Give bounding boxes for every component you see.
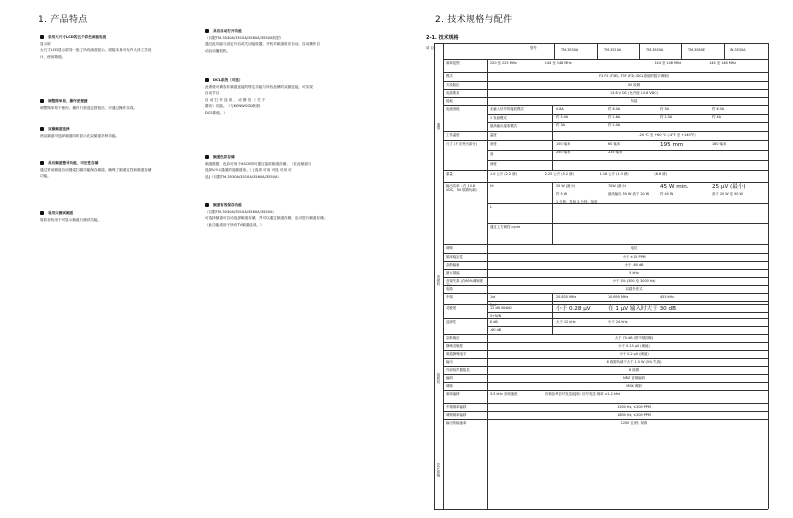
spec-value: 60 毫米 bbox=[608, 142, 621, 146]
spec-value: 455 kHz bbox=[660, 295, 674, 299]
spec-label: 最大频偏 bbox=[446, 271, 460, 275]
spec-value: 约 40 W bbox=[660, 192, 674, 196]
spec-sublabel: 1st bbox=[490, 295, 496, 299]
feature-title: 频道有效保存功能 bbox=[205, 202, 365, 209]
model-4: W-3530A bbox=[730, 48, 746, 52]
spec-value: 最高输出 50 W 高于 20 W bbox=[608, 192, 650, 196]
spec-sublabel: 6 dB bbox=[490, 320, 498, 324]
spec-value: 约 2.6A bbox=[608, 115, 621, 119]
feature-block bbox=[40, 34, 200, 60]
spec-sublabel: 高 bbox=[490, 152, 494, 156]
spec-value: 0.8A bbox=[556, 107, 564, 111]
bullet-icon bbox=[40, 161, 44, 165]
spec-value: 8 欧姆负载下大于 1.5 W (5% 失真) bbox=[606, 360, 662, 364]
subsection-title: 2-1. 技术规格 bbox=[426, 35, 459, 41]
spec-value: 20.835 MHz bbox=[556, 295, 577, 299]
right-page bbox=[397, 0, 793, 518]
spec-value: 约 8.0A bbox=[608, 107, 621, 111]
model-0: TM-3530A bbox=[561, 48, 579, 52]
spec-value: 小于 0.2 μV (阈值) bbox=[619, 352, 649, 356]
spec-label: 电路 bbox=[446, 287, 453, 291]
spec-label: 天线阻抗 bbox=[446, 83, 460, 87]
spec-label: 编码 bbox=[446, 376, 453, 380]
spec-label: 工作温度 bbox=[446, 133, 460, 137]
spec-value: 约 5A bbox=[660, 107, 669, 111]
feature-line: 通过采用频道自动搜索扫描功能保存频道，确保了频道定性和频道存储 bbox=[40, 167, 152, 172]
feature-title: 调整简单易，操作更便捷 bbox=[40, 98, 200, 105]
spec-value: 1.16 公斤 (1.3 磅) bbox=[599, 172, 629, 176]
section-receiver: 接收机 bbox=[436, 373, 440, 384]
spec-value: 3.5 kHz 音调速度 bbox=[490, 392, 518, 396]
bullet-icon bbox=[205, 155, 209, 159]
feature-line: 频道数据、色彩可用于ASCII码可通过接收频道存储。（在此频道与 bbox=[205, 161, 312, 166]
spec-label: 频率范围 bbox=[446, 61, 460, 65]
spec-sublabel: 通过上方调控 cycle bbox=[490, 225, 521, 230]
model-1: TM-3510A bbox=[604, 48, 622, 52]
feature-line: 计，使用简便。 bbox=[40, 54, 66, 59]
feature-title: DCL系统（可选） bbox=[205, 77, 365, 84]
bullet-icon bbox=[40, 99, 44, 103]
spec-value: 音频参考信号发送/接收: 信号发送 频率 ±1.2 kHz bbox=[544, 392, 621, 396]
spec-value: 13.8 V DC (允许值 13.8 VDC) bbox=[610, 91, 658, 95]
feature-line: 选]（仅限TM-3530A/3510A/3560A/3550A） bbox=[205, 174, 282, 179]
spec-label: 输出 bbox=[446, 360, 453, 364]
feature-line: 大尺寸LCD显示屏同一组了所有画面显示，面板本身可允许人体工学设 bbox=[40, 48, 152, 53]
feature-block bbox=[40, 98, 200, 111]
spec-label: 中频频率偏移 bbox=[446, 405, 467, 409]
spec-value: 150 毫米 bbox=[556, 142, 571, 146]
spec-value: 2.25 公斤 (5.2 磅) bbox=[544, 172, 574, 176]
spec-table bbox=[426, 43, 768, 509]
feature-title: 具有自动打开功能 bbox=[205, 28, 365, 35]
section-title-features: 1. 产品特点 bbox=[38, 15, 88, 25]
spec-value: 约 5 W bbox=[556, 192, 568, 196]
spec-label: 尺寸 (不含突出部分) bbox=[446, 142, 477, 146]
spec-value: 约 5.0A bbox=[556, 115, 569, 119]
spec-value: 约 6.5A bbox=[712, 107, 725, 111]
spec-label: 频率偏移 bbox=[446, 392, 460, 396]
spec-sublabel: -60 dB bbox=[490, 328, 502, 332]
spec-sublabel: S+N/N bbox=[490, 314, 502, 318]
spec-value: 小于 0.13 μV (阈值) bbox=[618, 344, 650, 348]
spec-sublabel: L bbox=[490, 204, 492, 209]
spec-label: 输出功率（在 13.8 VDC，50 欧姆负载） bbox=[446, 184, 480, 192]
spec-value: 小于 0.28 μV bbox=[556, 306, 591, 312]
section-transmitter: 发射机 bbox=[436, 275, 440, 286]
spec-sublabel: 温度 bbox=[490, 133, 497, 137]
spec-label: 杂散辐射 bbox=[446, 263, 460, 267]
spec-value: 双超外差式 bbox=[625, 287, 643, 291]
spec-sublabel: 无输入信号的接收模式 bbox=[490, 107, 524, 111]
feature-line: 显示屏 bbox=[40, 41, 51, 46]
bullet-icon bbox=[205, 29, 209, 33]
feature-title: 具有频道搜寻功能，可定性存储 bbox=[40, 160, 200, 167]
feature-title: 采用大尺寸LCD的五个彩色面板电视 bbox=[40, 34, 200, 41]
feature-line: 选择V.9.1通道的选频道来。）[选项 可用 可选 可用 可 bbox=[205, 168, 292, 173]
feature-block bbox=[40, 126, 200, 139]
spec-label: 频道静噪电平 bbox=[446, 352, 467, 356]
feature-line: 静音）功能。（与KENWOOD相同 bbox=[205, 104, 261, 109]
spec-value: 小于 -60 dB bbox=[624, 263, 644, 267]
spec-value: 约 2.0A bbox=[608, 123, 621, 127]
spec-value: 220 至 225 MHz bbox=[490, 61, 517, 65]
spec-value: 1200 Hz, ±200 PPM bbox=[617, 405, 651, 409]
feature-title: 双操频道选择 bbox=[40, 126, 200, 133]
feature-line: 此系统可兼容非频道连接的特定功能与所有品牌的双频连接，可实现 bbox=[205, 84, 313, 89]
model-2: TM-3550A bbox=[646, 48, 664, 52]
spec-sublabel: 宽度 bbox=[490, 142, 497, 146]
feature-line: 可选择频道可自动选择频道存储，并可以通过频道存储，也可进行频道存储。 bbox=[205, 216, 328, 221]
spec-value: 45 W min. bbox=[660, 184, 689, 190]
spec-sublabel: 最高输出接收模式 bbox=[490, 124, 518, 129]
feature-line: 动启动播放机。 bbox=[205, 48, 231, 53]
spec-value: 大于 12 kHz bbox=[556, 320, 576, 324]
feature-block bbox=[205, 77, 365, 117]
bullet-icon bbox=[205, 203, 209, 207]
spec-value: 50 欧姆 bbox=[627, 83, 641, 87]
feature-line: 功能。 bbox=[40, 174, 51, 179]
bullet-icon bbox=[40, 211, 44, 215]
spec-value: F3 F2 (F3E), F3F (F3) (DCL系统的数字调制) bbox=[599, 74, 669, 78]
feature-line: （仅限TM-3530A/3510A/3560A/3550A） bbox=[205, 209, 277, 214]
spec-label: 杂散响应 bbox=[446, 336, 460, 340]
feature-block bbox=[205, 202, 365, 228]
spec-value: 在 1 μV 输入时大于 30 dB bbox=[608, 306, 676, 312]
spec-label: 中频 bbox=[446, 295, 453, 299]
section-dcl: DCL系统 bbox=[436, 463, 440, 477]
feature-block bbox=[205, 154, 365, 180]
spec-value: 小于 ±15 PPM bbox=[622, 255, 646, 259]
feature-line: 将收音机用于可显示频道只测试功能。 bbox=[40, 217, 102, 222]
spec-value: 大于 70 dB (带中频抑制) bbox=[614, 336, 654, 340]
spec-label: 音频失真 (在60%调制度下) bbox=[446, 279, 484, 287]
header-model: 型号 bbox=[530, 46, 537, 50]
spec-value: 高于 20 W 至 50 W bbox=[712, 192, 743, 196]
spec-value: 约 3A bbox=[556, 123, 565, 127]
spec-value: 144 至 146 MHz bbox=[654, 61, 682, 65]
spec-value: 8 欧姆 bbox=[628, 368, 640, 372]
spec-label: 重量 bbox=[446, 172, 453, 176]
spec-label: 静噪灵敏度 bbox=[446, 344, 463, 348]
spec-value: -20 ℃ 至 +60 ℃ (-4°F 至 +140°F) bbox=[638, 133, 696, 137]
feature-block bbox=[40, 160, 200, 180]
spec-value: 25 W (最小) bbox=[556, 184, 576, 188]
spec-value: 144 至 148 MHz bbox=[709, 61, 737, 65]
spec-value: 1800 Hz, ±200 PPM bbox=[617, 413, 651, 417]
spec-sublabel: 2nd bbox=[490, 303, 497, 307]
spec-sublabel: 12 dB SINAD bbox=[490, 306, 512, 310]
spec-value: 144 至 148 MHz bbox=[544, 61, 572, 65]
spec-value: 195 mm bbox=[660, 142, 684, 148]
spec-value: 约 2.5A bbox=[660, 115, 673, 119]
header-item: 项 目 bbox=[426, 46, 434, 50]
spec-value: 负接 bbox=[630, 99, 638, 103]
spec-sublabel: 1 发射模式 bbox=[490, 115, 507, 120]
spec-label: 电源要求 bbox=[446, 91, 460, 95]
feature-block bbox=[40, 210, 200, 223]
spec-value: 小于 24 kHz bbox=[608, 320, 628, 324]
spec-value: 180 毫米 bbox=[712, 142, 727, 146]
spec-sublabel: 深度 bbox=[490, 162, 497, 166]
spec-label: 模式 bbox=[446, 74, 453, 78]
spec-value: 70W (最小) bbox=[608, 184, 627, 188]
spec-value: 约 4A bbox=[712, 115, 721, 119]
spec-label: 输出传输速率 bbox=[446, 421, 467, 425]
spec-label: 调制 bbox=[446, 246, 453, 250]
bullet-icon bbox=[40, 127, 44, 131]
spec-value: (6.8 磅) bbox=[654, 172, 667, 176]
spec-value: NRZ 音频编码 bbox=[623, 376, 645, 380]
spec-value: 250 毫米 bbox=[556, 150, 571, 154]
model-3: TM-3560E bbox=[688, 48, 705, 52]
feature-line: 调整简单易于使用，操作只需选定按钮后，可通过操作实现。 bbox=[40, 105, 138, 110]
spec-value: 电抗 bbox=[630, 246, 638, 250]
feature-line: 自动节目 bbox=[205, 91, 220, 96]
spec-label: 调制 bbox=[446, 384, 453, 388]
spec-label: 外部扬声器阻抗 bbox=[446, 368, 470, 372]
spec-value: 1.0 公斤 (2.2 磅) bbox=[490, 172, 517, 176]
bullet-icon bbox=[40, 35, 44, 39]
feature-line: 通过此功能与设定开启或关闭接收器，开机对频道收音自动，自动操作自 bbox=[205, 42, 320, 47]
feature-title: 频道色彩存储 bbox=[205, 154, 365, 161]
spec-value: 1 分钟：发射 3 分钟：接收 bbox=[556, 200, 598, 204]
feature-block bbox=[205, 28, 365, 54]
spec-label: 电流消耗 bbox=[446, 107, 460, 111]
section-title-specs: 2. 技术规格与配件 bbox=[435, 15, 513, 25]
spec-value: 25 μV (最小) bbox=[712, 184, 746, 190]
spec-value: 235 毫米 bbox=[608, 150, 623, 154]
spec-label: 频率稳定性 bbox=[446, 255, 463, 259]
spec-label: 接地 bbox=[446, 99, 453, 103]
feature-line: DCS系统。） bbox=[205, 110, 227, 115]
feature-title: 易用只测试频道 bbox=[40, 210, 200, 217]
feature-line: （仅限TM-3530A/3510A/3560A/3550A机型） bbox=[205, 35, 284, 40]
spec-value: 10.695 MHz bbox=[608, 295, 629, 299]
spec-value: 5 kHz bbox=[629, 271, 639, 275]
spec-value: 小于 3% (300 至 3000 Hz) bbox=[612, 279, 656, 283]
spec-label: 选择性 bbox=[446, 320, 457, 324]
feature-line: 两双频道可选择频道同时显示在双频道多种功能。 bbox=[40, 133, 120, 138]
feature-line: （此功能适用于所有TV频道选项。） bbox=[205, 222, 264, 227]
spec-label: 调制频率偏移 bbox=[446, 413, 467, 417]
feature-line: 自 动 打 开 选 项 ， 动 静 音 （ 关 于 bbox=[205, 97, 266, 102]
section-general: 通用 bbox=[436, 123, 440, 130]
spec-value: 1200 位/秒, 误码 bbox=[620, 421, 648, 425]
spec-label: 灵敏度 bbox=[446, 306, 457, 310]
spec-value: MSK 调制 bbox=[626, 384, 642, 388]
spec-sublabel: Hi bbox=[490, 184, 494, 188]
bullet-icon bbox=[205, 78, 209, 82]
